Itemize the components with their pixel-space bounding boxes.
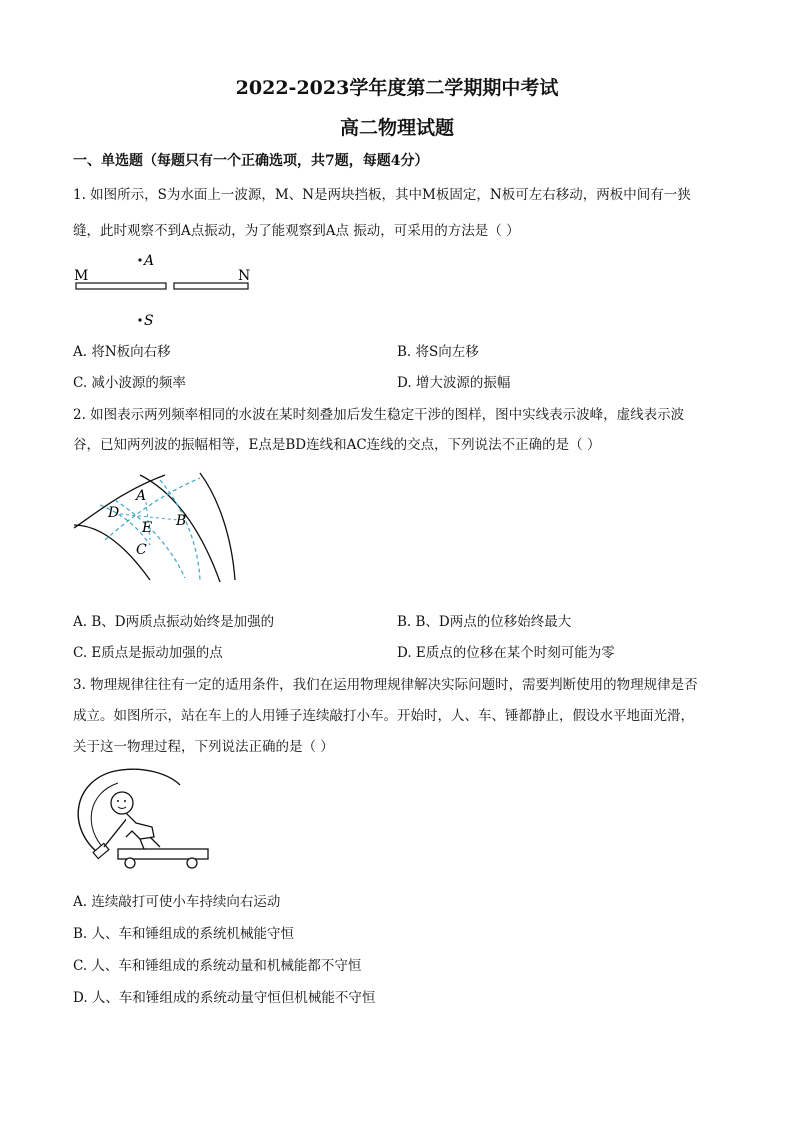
q2-option-a[interactable]: A. B、D两质点振动始终是加强的 [73,614,275,630]
point-a-label: A [144,253,155,269]
q3-option-c[interactable]: C. 人、车和锤组成的系统动量和机械能都不守恒 [73,958,362,974]
point-a-dot [138,258,141,261]
q1-stem-line-2: 缝，此时观察不到A点振动，为了能观察到A点 振动，可采用的方法是（ ） [73,223,520,239]
person-eye-1 [117,800,119,802]
trough-line-3 [160,480,200,580]
q1-option-d[interactable]: D. 增大波源的振幅 [397,375,511,391]
q1-option-b[interactable]: B. 将S向左移 [397,344,479,360]
q1-stem-line-1: 1. 如图所示，S为水面上一波源，M、N是两块挡板，其中M板固定，N板可左右移动，两板中间有一狭 [73,187,691,203]
hammer-handle [104,817,128,847]
q2-stem-line-1: 2. 如图表示两列频率相同的水波在某时刻叠加后发生稳定干涉的图样，图中实线表示波峰，虚线表示波 [73,407,685,423]
section-heading: 一、单选题（每题只有一个正确选项，共7题，每题4分） [73,153,429,169]
q2-interference-figure [70,470,240,585]
point-e-label: E [142,520,153,536]
swing-arc-inner [91,783,118,851]
plate-n [174,283,248,289]
q3-stem-line-2: 成立。如图所示，站在车上的人用锤子连续敲打小车。开始时，人、车、锤都静止，假设水平地面光滑， [73,708,694,724]
q2-option-b[interactable]: B. B、D两点的位移始终最大 [397,614,572,630]
q2-option-d[interactable]: D. E质点的位移在某个时刻可能为零 [397,645,615,661]
person-body [126,813,154,839]
q1-slit-figure [70,250,270,330]
point-c-label: C [136,542,147,558]
plate-m-label: M [74,268,89,284]
cart-wheel-right [187,858,197,868]
q3-cart-figure [70,765,220,875]
cart-wheel-left [125,858,135,868]
q2-option-c[interactable]: C. E质点是振动加强的点 [73,645,223,661]
plate-n-label: N [238,268,251,284]
point-b-label: B [176,513,187,529]
point-a-label: A [136,488,147,504]
source-s-dot [138,318,141,321]
q1-option-a[interactable]: A. 将N板向右移 [73,344,171,360]
q2-stem-line-2: 谷，已知两列波的振幅相等，E点是BD连线和AC连线的交点，下列说法不正确的是（ ） [73,437,601,453]
person-head [111,792,133,814]
exam-subtitle: 高二物理试题 [339,117,454,139]
plate-m [76,283,166,289]
point-d-label: D [108,505,120,521]
q3-option-b[interactable]: B. 人、车和锤组成的系统机械能守恒 [73,926,295,942]
q3-option-a[interactable]: A. 连续敲打可使小车持续向右运动 [73,894,281,910]
q1-option-c[interactable]: C. 减小波源的频率 [73,375,186,391]
exam-title: 2022-2023学年度第二学期期中考试 [235,77,559,99]
source-s-label: S [144,313,154,329]
person-eye-2 [124,800,126,802]
q3-option-d[interactable]: D. 人、车和锤组成的系统动量守恒但机械能不守恒 [73,990,376,1006]
crest-line-4 [200,473,235,580]
trough-line-1 [105,478,200,540]
hammer-head [93,843,109,858]
q3-stem-line-1: 3. 物理规律往往有一定的适用条件，我们在运用物理规律解决实际问题时，需要判断使用的物理规律是否 [73,677,698,693]
q3-stem-line-3: 关于这一物理过程，下列说法正确的是（ ） [73,739,334,755]
cart-body [118,849,208,859]
